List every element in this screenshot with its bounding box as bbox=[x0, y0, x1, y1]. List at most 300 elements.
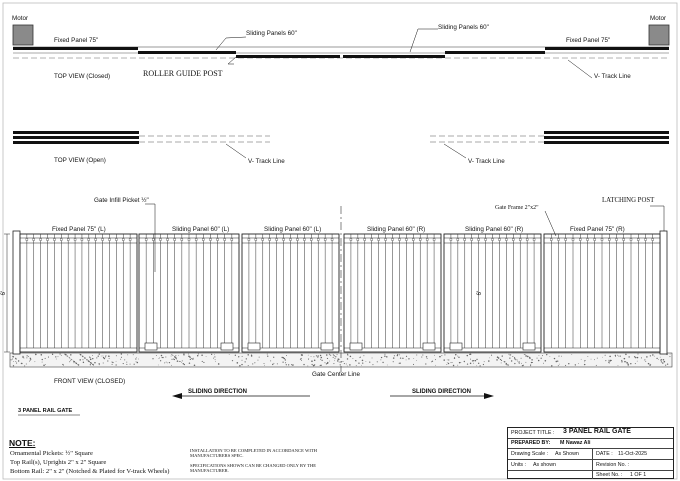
gravel-dot bbox=[164, 362, 165, 363]
gravel-dot bbox=[426, 356, 427, 357]
gravel-dot bbox=[470, 363, 471, 364]
picket-knuckle bbox=[519, 239, 521, 241]
picket-knuckle bbox=[255, 239, 257, 241]
picket-knuckle bbox=[505, 239, 507, 241]
gravel-dot bbox=[507, 364, 508, 365]
gravel-dot bbox=[512, 356, 513, 357]
gravel-dot bbox=[641, 357, 642, 358]
gravel-dot bbox=[72, 360, 73, 361]
gravel-dot bbox=[511, 360, 512, 361]
gravel-dot bbox=[416, 360, 417, 361]
gravel-dot bbox=[621, 361, 622, 362]
gravel-dot bbox=[621, 360, 622, 361]
gravel-dot bbox=[232, 360, 233, 361]
gravel-dot bbox=[96, 357, 97, 358]
gravel-dot bbox=[329, 361, 330, 362]
gravel-dot bbox=[215, 361, 216, 362]
gravel-dot bbox=[313, 356, 314, 357]
gravel-dot bbox=[329, 354, 330, 355]
gate-panels bbox=[20, 234, 660, 352]
gravel-dot bbox=[303, 364, 304, 365]
picket-knuckle bbox=[526, 239, 528, 241]
gravel-dot bbox=[218, 363, 220, 365]
gravel-dot bbox=[89, 361, 90, 362]
gravel-dot bbox=[99, 353, 100, 354]
gravel-dot bbox=[637, 354, 638, 355]
prepared-by-label: PREPARED BY: bbox=[511, 440, 551, 446]
gravel-dot bbox=[558, 356, 559, 357]
gravel-dot bbox=[229, 354, 230, 355]
gravel-dot bbox=[541, 358, 542, 359]
picket-knuckle bbox=[195, 239, 197, 241]
gravel-dot bbox=[399, 363, 400, 364]
gravel-dot bbox=[30, 360, 31, 361]
gravel-dot bbox=[206, 356, 207, 357]
gravel-dot bbox=[617, 355, 618, 356]
gravel-dot bbox=[521, 363, 522, 364]
gravel-dot bbox=[346, 364, 347, 365]
gravel-dot bbox=[235, 355, 236, 356]
gravel-dot bbox=[112, 364, 113, 365]
gravel-dot bbox=[30, 358, 31, 359]
gravel-dot bbox=[549, 356, 550, 357]
gravel-dot bbox=[312, 364, 313, 365]
gravel-dot bbox=[242, 360, 243, 361]
fixed-panel-right-label: Fixed Panel 75" bbox=[566, 37, 611, 44]
gravel-dot bbox=[320, 365, 321, 366]
gravel-dot bbox=[301, 354, 303, 356]
gravel-dot bbox=[660, 357, 661, 358]
gravel-dot bbox=[545, 360, 547, 362]
top-view-closed-title: TOP VIEW (Closed) bbox=[54, 73, 111, 80]
gravel-dot bbox=[103, 356, 104, 357]
gravel-dot bbox=[171, 365, 172, 366]
gravel-dot bbox=[514, 363, 515, 364]
picket-knuckle bbox=[47, 239, 49, 241]
gravel-dot bbox=[491, 355, 492, 356]
gravel-dot bbox=[476, 365, 477, 366]
gravel-dot bbox=[27, 355, 28, 356]
gravel-dot bbox=[308, 355, 309, 356]
gravel-dot bbox=[514, 357, 515, 358]
gravel-dot bbox=[308, 358, 309, 359]
gravel-dot bbox=[372, 364, 373, 365]
gravel-dot bbox=[42, 359, 43, 360]
gate-frame-label: Gate Frame 2"x2" bbox=[495, 205, 539, 211]
gravel-dot bbox=[70, 354, 71, 355]
gravel-dot bbox=[425, 363, 426, 364]
gravel-dot bbox=[82, 356, 83, 357]
gravel-dot bbox=[300, 359, 301, 360]
picket-knuckle bbox=[167, 239, 169, 241]
gravel-dot bbox=[609, 363, 610, 364]
gravel-dot bbox=[340, 364, 341, 365]
gravel-dot bbox=[311, 360, 313, 362]
spec-install: INSTALLATION TO BE COMPLETED IN ACCORDANCE WITH MANUFACTURERS SPEC. bbox=[190, 448, 317, 459]
gravel-dot bbox=[397, 355, 398, 356]
picket-knuckle bbox=[587, 239, 589, 241]
height-dim-left: 6' bbox=[0, 290, 8, 296]
gravel-dot bbox=[630, 363, 631, 364]
gravel-dot bbox=[602, 357, 603, 358]
gravel-dot bbox=[620, 355, 621, 356]
gravel-dot bbox=[670, 354, 671, 355]
gravel-dot bbox=[291, 364, 292, 365]
picket-knuckle bbox=[630, 239, 632, 241]
sliding-direction-left: SLIDING DIRECTION bbox=[188, 389, 248, 395]
gravel-dot bbox=[408, 358, 409, 359]
picket-knuckle bbox=[645, 239, 647, 241]
gravel-dot bbox=[314, 364, 315, 365]
gravel-dot bbox=[339, 362, 340, 363]
post-left bbox=[13, 231, 20, 354]
gravel-dot bbox=[480, 365, 481, 366]
gravel-dot bbox=[184, 364, 185, 365]
gravel-dot bbox=[76, 363, 78, 365]
gravel-dot bbox=[333, 357, 334, 358]
gravel-dot bbox=[434, 355, 435, 356]
gravel-dot bbox=[382, 362, 383, 363]
gravel-dot bbox=[35, 354, 37, 356]
gravel-dot bbox=[120, 359, 121, 360]
gravel-dot bbox=[635, 357, 636, 358]
gravel-dot bbox=[211, 354, 212, 355]
closed-fixed-right bbox=[545, 47, 669, 50]
gravel-dot bbox=[558, 365, 559, 366]
sheet-value: 1 OF 1 bbox=[630, 472, 647, 478]
gravel-dot bbox=[101, 356, 102, 357]
gravel-dot bbox=[273, 357, 274, 358]
gravel-dot bbox=[400, 358, 401, 359]
picket-knuckle bbox=[464, 239, 466, 241]
picket-knuckle bbox=[40, 239, 42, 241]
gravel-dot bbox=[71, 359, 72, 360]
gravel-dot bbox=[136, 361, 137, 362]
gravel-dot bbox=[508, 354, 509, 355]
gravel-dot bbox=[399, 363, 400, 364]
picket-knuckle bbox=[378, 239, 380, 241]
gravel-dot bbox=[469, 354, 470, 355]
gravel-dot bbox=[509, 357, 510, 358]
gravel-dot bbox=[161, 357, 162, 358]
gravel-dot bbox=[531, 359, 532, 360]
gravel-dot bbox=[369, 362, 370, 363]
gravel-dot bbox=[18, 360, 19, 361]
gravel-dot bbox=[41, 354, 43, 356]
closed-fixed-left bbox=[13, 47, 138, 50]
gravel-dot bbox=[483, 364, 484, 365]
gravel-dot bbox=[329, 354, 330, 355]
gravel-dot bbox=[190, 359, 191, 360]
gravel-dot bbox=[667, 363, 668, 364]
gravel-dot bbox=[286, 364, 287, 365]
picket-knuckle bbox=[419, 239, 421, 241]
gravel-dot bbox=[448, 363, 449, 364]
gravel-dot bbox=[257, 360, 258, 361]
gravel-dot bbox=[251, 355, 253, 357]
gravel-dot bbox=[107, 360, 108, 361]
picket-knuckle bbox=[81, 239, 83, 241]
gravel-dot bbox=[470, 359, 471, 360]
picket-knuckle bbox=[512, 239, 514, 241]
gravel-dot bbox=[455, 354, 456, 355]
closed-sliding-left-2 bbox=[236, 55, 340, 58]
gravel-dot bbox=[427, 358, 428, 359]
gravel-dot bbox=[22, 356, 23, 357]
gravel-dot bbox=[628, 365, 629, 366]
picket-knuckle bbox=[579, 239, 581, 241]
gravel-dot bbox=[92, 355, 93, 356]
picket-knuckle bbox=[269, 239, 271, 241]
gravel-dot bbox=[446, 364, 447, 365]
gravel-dot bbox=[472, 360, 473, 361]
gravel-dot bbox=[34, 361, 35, 362]
gravel-dot bbox=[78, 364, 79, 365]
gravel-dot bbox=[13, 365, 14, 366]
gravel-dot bbox=[337, 360, 339, 362]
gravel-dot bbox=[320, 359, 321, 360]
gravel-dot bbox=[197, 355, 198, 356]
picket-knuckle bbox=[471, 239, 473, 241]
picket-knuckle bbox=[248, 239, 250, 241]
gravel-dot bbox=[52, 354, 53, 355]
panel-label-3: Sliding Panel 60" (L) bbox=[264, 226, 322, 233]
picket-knuckle bbox=[145, 239, 147, 241]
gravel-dot bbox=[347, 358, 348, 359]
v-track-wheel bbox=[450, 343, 462, 350]
gravel-dot bbox=[571, 354, 572, 355]
gravel-dot bbox=[458, 357, 459, 358]
picket-knuckle bbox=[405, 239, 407, 241]
gravel-dot bbox=[24, 358, 25, 359]
gravel-dot bbox=[660, 359, 661, 360]
gravel-dot bbox=[175, 355, 176, 356]
gravel-dot bbox=[556, 361, 558, 363]
picket-knuckle bbox=[60, 239, 62, 241]
gravel-dot bbox=[652, 354, 653, 355]
gravel-dot bbox=[334, 360, 335, 361]
gravel-dot bbox=[457, 356, 458, 357]
gravel-dot bbox=[67, 356, 68, 357]
gravel-dot bbox=[386, 356, 387, 357]
gravel-dot bbox=[16, 358, 17, 359]
picket-knuckle bbox=[558, 239, 560, 241]
gravel-dot bbox=[399, 354, 400, 355]
gravel-dot bbox=[320, 365, 321, 366]
gravel-dot bbox=[73, 362, 74, 363]
gravel-dot bbox=[191, 358, 192, 359]
gravel-dot bbox=[575, 364, 576, 365]
picket-knuckle bbox=[67, 239, 69, 241]
gravel-dot bbox=[454, 358, 455, 359]
gravel-dot bbox=[488, 360, 490, 362]
picket-knuckle bbox=[181, 239, 183, 241]
gravel-dot bbox=[264, 363, 265, 364]
picket-knuckle bbox=[324, 239, 326, 241]
gravel-dot bbox=[457, 365, 458, 366]
gravel-dot bbox=[282, 362, 283, 363]
motor-right-label: Motor bbox=[650, 15, 667, 22]
gravel-dot bbox=[247, 354, 248, 355]
gravel-dot bbox=[12, 359, 13, 360]
sheet-label: Sheet No. : bbox=[596, 472, 623, 478]
gravel-dot bbox=[608, 362, 609, 363]
gravel-dot bbox=[650, 364, 651, 365]
gravel-dot bbox=[380, 359, 381, 360]
gate-center-line-label: Gate Center Line bbox=[312, 371, 360, 378]
gravel-dot bbox=[242, 356, 243, 357]
gravel-dot bbox=[63, 365, 64, 366]
gravel-dot bbox=[317, 356, 318, 357]
gravel-dot bbox=[501, 360, 502, 361]
gravel-dot bbox=[159, 358, 160, 359]
drawing-scale-value: As Shown bbox=[555, 451, 579, 457]
gravel-dot bbox=[245, 361, 246, 362]
gravel-dot bbox=[358, 363, 359, 364]
gravel-dot bbox=[124, 359, 125, 360]
gravel-dot bbox=[363, 355, 364, 356]
picket-knuckle bbox=[357, 239, 359, 241]
picket-knuckle bbox=[303, 239, 305, 241]
gravel-dot bbox=[316, 355, 317, 356]
gravel-dot bbox=[246, 358, 247, 359]
gravel-dot bbox=[460, 362, 461, 363]
note-line-1: Ornamental Pickets: ½" Square bbox=[10, 450, 93, 457]
gravel-dot bbox=[160, 360, 161, 361]
picket-knuckle bbox=[276, 239, 278, 241]
gravel-dot bbox=[435, 365, 436, 366]
gravel-dot bbox=[267, 356, 268, 357]
track-line-closed-label: V- Track Line bbox=[594, 73, 631, 80]
gravel-dot bbox=[285, 362, 286, 363]
gravel-dot bbox=[333, 363, 334, 364]
gravel-dot bbox=[650, 364, 651, 365]
picket-knuckle bbox=[498, 239, 500, 241]
gravel-dot bbox=[301, 358, 302, 359]
picket-knuckle bbox=[601, 239, 603, 241]
picket-knuckle bbox=[102, 239, 104, 241]
gravel-dot bbox=[161, 355, 163, 357]
gravel-dot bbox=[352, 358, 353, 359]
gravel-dot bbox=[121, 357, 122, 358]
gravel-dot bbox=[171, 359, 172, 360]
gravel-dot bbox=[130, 364, 131, 365]
notes-heading: NOTE: bbox=[9, 438, 36, 448]
gravel-dot bbox=[330, 355, 331, 356]
gravel-dot bbox=[413, 358, 414, 359]
gravel-dot bbox=[615, 356, 616, 357]
picket-knuckle bbox=[122, 239, 124, 241]
sliding-panels-right-label: Sliding Panels 60" bbox=[438, 24, 489, 31]
gravel-dot bbox=[393, 361, 394, 362]
gravel-dot bbox=[314, 359, 316, 361]
gravel-dot bbox=[561, 356, 562, 357]
gravel-dot bbox=[123, 363, 124, 364]
gravel-dot bbox=[90, 359, 92, 361]
gravel-dot bbox=[529, 357, 531, 359]
picket-knuckle bbox=[231, 239, 233, 241]
gravel-dot bbox=[439, 356, 441, 358]
gravel-dot bbox=[288, 364, 289, 365]
gravel-dot bbox=[103, 363, 104, 364]
gravel-dot bbox=[337, 354, 338, 355]
motor-left-label: Motor bbox=[12, 15, 29, 22]
gravel-dot bbox=[238, 356, 239, 357]
gravel-dot bbox=[626, 362, 627, 363]
picket-knuckle bbox=[74, 239, 76, 241]
gate-panel-frame-1 bbox=[20, 234, 137, 352]
gravel-dot bbox=[661, 361, 662, 362]
gravel-dot bbox=[542, 355, 543, 356]
top-view-open-title: TOP VIEW (Open) bbox=[54, 157, 106, 164]
gravel-dot bbox=[347, 354, 348, 355]
picket-knuckle bbox=[108, 239, 110, 241]
gravel-dot bbox=[625, 354, 626, 355]
gravel-dot bbox=[500, 359, 501, 360]
picket-knuckle bbox=[95, 239, 97, 241]
gravel-dot bbox=[551, 365, 552, 366]
gravel-dot bbox=[55, 356, 56, 357]
picket-knuckle bbox=[608, 239, 610, 241]
gravel-dot bbox=[264, 365, 265, 366]
picket-knuckle bbox=[392, 239, 394, 241]
closed-sliding-left-1 bbox=[138, 51, 236, 54]
gravel-dot bbox=[568, 363, 569, 364]
gravel-dot bbox=[194, 364, 196, 366]
gravel-dot bbox=[45, 364, 46, 365]
gravel-dot bbox=[539, 355, 540, 356]
gravel-dot bbox=[327, 358, 328, 359]
gravel-dot bbox=[627, 363, 629, 365]
gravel-dot bbox=[158, 365, 159, 366]
gravel-dot bbox=[467, 363, 468, 364]
gravel-dot bbox=[518, 362, 519, 363]
picket-knuckle bbox=[296, 239, 298, 241]
latching-post-label: LATCHING POST bbox=[602, 197, 655, 204]
gravel-dot bbox=[530, 364, 531, 365]
gravel-dot bbox=[135, 358, 136, 359]
gravel-dot bbox=[80, 354, 81, 355]
gravel-dot bbox=[475, 360, 476, 361]
gravel-dot bbox=[597, 358, 598, 359]
gravel-dot bbox=[531, 362, 532, 363]
gravel-dot bbox=[665, 365, 666, 366]
gravel-dot bbox=[505, 363, 506, 364]
v-track-wheel bbox=[523, 343, 535, 350]
picket-knuckle bbox=[457, 239, 459, 241]
gravel-dot bbox=[510, 355, 511, 356]
spec-changes: SPECIFICATIONS SHOWN CAN BE CHANGED ONLY BY THE MANUFACTURER. bbox=[190, 463, 317, 474]
gravel-dot bbox=[349, 364, 351, 366]
gravel-dot bbox=[121, 353, 122, 354]
gravel-dot bbox=[605, 355, 606, 356]
gravel-dot bbox=[635, 363, 636, 364]
gravel-dot bbox=[11, 359, 12, 360]
gravel-dot bbox=[83, 362, 84, 363]
picket-knuckle bbox=[433, 239, 435, 241]
gravel-dot bbox=[311, 356, 312, 357]
gravel-dot bbox=[175, 357, 177, 359]
gravel-dot bbox=[158, 358, 159, 359]
gravel-dot bbox=[213, 358, 214, 359]
gravel-dot bbox=[84, 357, 85, 358]
top-view-open bbox=[13, 131, 669, 158]
gravel-dot bbox=[645, 361, 646, 362]
picket-knuckle bbox=[159, 239, 161, 241]
gravel-dot bbox=[103, 357, 104, 358]
gravel-dot bbox=[178, 355, 179, 356]
gravel-dot bbox=[443, 359, 444, 360]
